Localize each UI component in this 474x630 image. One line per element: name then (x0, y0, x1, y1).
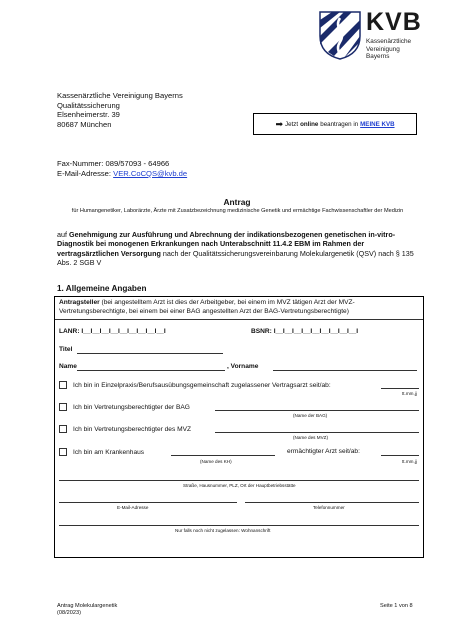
date-input[interactable] (381, 388, 419, 389)
address-line: Kassenärztliche Vereinigung Bayerns (57, 91, 183, 100)
page-title: Antrag (223, 197, 251, 207)
name-label: Name (59, 363, 77, 370)
antragsteller-label: Antragsteller (bei angestelltem Arzt ist dies der Arbeitgeber, bei einem im MVZ tätigen Arzt der MVZ- (59, 299, 355, 306)
vorname-label: , Vorname (227, 363, 259, 370)
option-bag[interactable]: Ich bin Vertretungsberechtigter der BAG (59, 403, 190, 411)
desc-bold: Genehmigung zur Ausführung und Abrechnung der indikationsbezogenen genetischen in-vitro-Diagnostik bei monogenen Erkrankungen nach Unterabschnitt 11.4.2 EBM im Rahmen der vertragsärztlichen Versorgung (57, 230, 396, 258)
bavarian-shield-icon (318, 10, 362, 60)
footer-left (57, 603, 117, 617)
email-label: E-Mail-Adresse: (57, 168, 112, 178)
date-hint: tt.mm.jj (402, 391, 417, 396)
online-apply-box (253, 113, 417, 135)
kh-hint: (Name des KH) (200, 459, 232, 464)
kh-date-input[interactable] (381, 455, 419, 456)
titel-label: Titel (59, 346, 73, 353)
bag-name-input[interactable] (215, 410, 419, 411)
application-description (57, 230, 422, 268)
option-einzelpraxis[interactable]: Ich bin in Einzelpraxis/Berufsausübungsgemeinschaft zugelassener Vertragsarzt seit/ab: (59, 381, 331, 389)
fax-number: Fax-Nummer: 089/57093 - 64966 (57, 159, 170, 168)
checkbox[interactable] (59, 425, 67, 433)
recipient-address (57, 91, 183, 129)
bsnr-field[interactable]: BSNR: I__I__I__I__I__I__I__I__I__I (251, 328, 359, 335)
name-input[interactable] (77, 370, 225, 371)
wohnanschrift-input[interactable] (59, 525, 419, 526)
footer-doc-date: (08/2023) (57, 610, 81, 616)
option-mvz[interactable]: Ich bin Vertretungsberechtigter des MVZ (59, 425, 191, 433)
online-pre: Jetzt (285, 120, 299, 128)
logo-sub-line: Kassenärztliche (366, 38, 412, 45)
footer-doc-name: Antrag Molekulargenetik (57, 603, 118, 609)
desc-post: nach der Qualitätssicherungsvereinbarung Molekulargenetik (QSV) nach § 135 Abs. 2 SGB V (57, 248, 414, 268)
contact-info (57, 159, 187, 178)
footer-page-number: Seite 1 von 8 (380, 603, 413, 609)
checkbox[interactable] (59, 448, 67, 456)
section-heading: 1. Allgemeine Angaben (57, 284, 147, 293)
email-link[interactable]: VER.CoCQS@kvb.de (113, 168, 188, 178)
desc-pre: auf (57, 230, 69, 239)
phone-input[interactable] (245, 502, 419, 503)
lanr-field[interactable]: LANR: I__I__I__I__I__I__I__I__I__I (59, 328, 166, 335)
arrow-right-icon: ➡ (275, 119, 283, 129)
checkbox[interactable] (59, 403, 67, 411)
address-line: 80687 München (57, 119, 112, 129)
mvz-name-input[interactable] (215, 432, 419, 433)
street-label: Straße, Hausnummer, PLZ, Ort der Hauptbetriebsstätte (183, 483, 296, 488)
address-line: Qualitätssicherung (57, 100, 120, 110)
kh-name-input[interactable] (171, 455, 275, 456)
kvb-logo (318, 8, 468, 68)
kh-date-hint: tt.mm.jj (402, 459, 417, 464)
email-field-label: E-Mail-Adresse (117, 505, 149, 510)
page-subtitle: für Humangenetiker, Laborärzte, Ärzte mit Zusatzbezeichnung medizinische Genetik und ermächtige Fachwissenschaftler der Medizin (71, 208, 404, 214)
address-line: Elsenheimerstr. 39 (57, 110, 120, 120)
logo-wordmark: KVB (366, 8, 422, 36)
phone-field-label: Telefonnummer (313, 505, 345, 510)
bag-hint: (Name der BAG) (293, 413, 328, 418)
street-input[interactable] (59, 480, 419, 481)
logo-sub-line: Vereinigung (366, 45, 400, 53)
online-mid: beantragen in (320, 120, 359, 128)
wohnanschrift-label: Nur falls noch nicht zugelassen: Wohnanschrift (175, 528, 271, 533)
option-krankenhaus[interactable]: Ich bin am Krankenhaus (59, 448, 144, 456)
meine-kvb-link[interactable]: MEINE KVB (360, 120, 395, 128)
ermaechtigt-label: ermächtigter Arzt seit/ab: (287, 448, 360, 455)
mvz-hint: (Name des MVZ) (293, 435, 328, 440)
antragsteller-label-2: Vertretungsberechtigte, bei einem bei einer BAG angestellten Arzt der BAG-Vertretungsberechtigte) (59, 308, 349, 315)
titel-input[interactable] (77, 353, 223, 354)
logo-subtitle (366, 38, 411, 61)
checkbox[interactable] (59, 381, 67, 389)
logo-sub-line: Bayerns (366, 53, 390, 61)
email-input[interactable] (59, 502, 237, 503)
vorname-input[interactable] (273, 370, 417, 371)
general-info-form (54, 296, 424, 558)
online-bold: online (300, 120, 319, 128)
